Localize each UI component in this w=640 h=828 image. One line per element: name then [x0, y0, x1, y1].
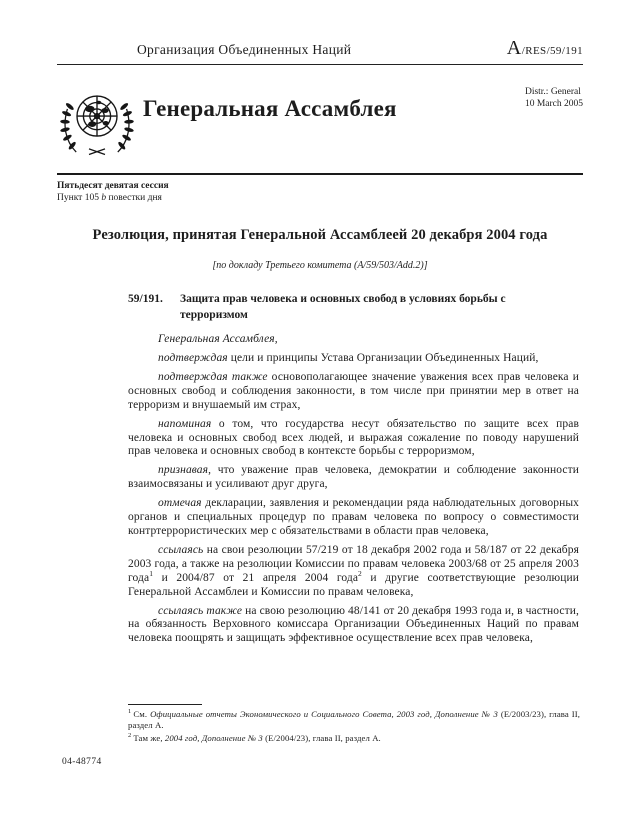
footnote-marker: 1	[128, 708, 132, 716]
body-paragraph: подтверждая цели и принципы Устава Организации Объединенных Наций,	[158, 352, 539, 365]
resolution-heading	[128, 292, 579, 323]
footnote-separator	[128, 704, 202, 705]
resolution-number: 59/191.	[128, 293, 163, 306]
distribution-type: Distr.: General	[524, 87, 581, 97]
org-name: Организация Объединенных Наций	[137, 42, 352, 57]
footnote-text: Там же, 2004 год, Дополнение № 3 (E/2004/23), глава II, раздел A.	[133, 733, 381, 743]
resolution-body	[128, 292, 579, 646]
top-header	[57, 0, 583, 60]
document-code: 04-48774	[62, 757, 102, 767]
footnote-marker: 2	[128, 732, 132, 740]
footnote	[128, 709, 580, 731]
document-symbol-number: /RES/59/191	[521, 45, 583, 57]
document-symbol	[507, 37, 583, 60]
body-paragraph: ссылаясь также на свою резолюцию 48/141 от 20 декабря 1993 года и, в частности, на обязанность Верховного комиссара Организации Объединенных Наций по правам человека поощрять и защищать эффективное осуществление всех прав человека,	[128, 604, 579, 645]
distribution-info	[525, 86, 583, 111]
body-paragraph: подтверждая также основополагающее значение уважения всех прав человека и основных свобод и соблюдения законности, в том числе при принятии мер в ответ на терроризм и внушаемый им страх,	[128, 370, 579, 411]
session-number: Пятьдесят девятая сессия	[57, 181, 169, 191]
resolution-heading-text: Защита прав человека и основных свобод в условиях борьбы с терроризмом	[180, 293, 506, 321]
body-paragraph: отмечая декларации, заявления и рекомендации ряда наблюдательных договорных органов и специальных процедур по правам человека по вопросу о совместимости контртеррористических мер с обязательствами в области прав человека,	[128, 497, 579, 537]
body-paragraph: Генеральная Ассамблея,	[158, 333, 278, 346]
body-paragraph: признавая, что уважение прав человека, демократии и соблюдение законности взаимосвязаны и усиливают друг друга,	[128, 464, 579, 491]
agenda-item: Пункт 105 b повестки дня	[57, 193, 162, 204]
masthead-divider	[57, 173, 583, 175]
footnote-text: См. Официальные отчеты Экономического и Социального Совета, 2003 год, Дополнение № 3 (E/2003/23), глава II, раздел A.	[128, 709, 581, 730]
distribution-date: 10 March 2005	[524, 99, 583, 110]
body-paragraph: напоминая о том, что государства несут обязательство по защите всех прав человека и основных свобод всех людей, и выражая сожаление по поводу нарушений прав человека и основных свобод в контексте борьбы с терроризмом,	[128, 417, 579, 458]
session-info	[57, 180, 583, 204]
report-reference: [по докладу Третьего комитета (A/59/503/Add.2)]	[212, 260, 428, 272]
document-symbol-series: A	[506, 37, 522, 59]
masthead	[57, 65, 583, 162]
un-emblem-icon	[57, 88, 137, 162]
body-paragraph: ссылаясь на свои резолюции 57/219 от 18 декабря 2002 года и 58/187 от 22 декабря 2003 года, а также на резолюции Комиссии по правам человека 2003/68 от 25 апреля 2003 года$^1$ и 2004/87 от 21 апреля 2004 года$^2$ и другие соответствующие резолюции Генеральной Ассамблеи и Комиссии по правам человека,	[128, 543, 579, 598]
footnotes-section	[128, 704, 580, 744]
resolution-main-title: Резолюция, принятая Генеральной Ассамблеей 20 декабря 2004 года	[92, 227, 548, 244]
footnote	[128, 733, 580, 744]
assembly-title: Генеральная Ассамблея	[143, 96, 397, 121]
